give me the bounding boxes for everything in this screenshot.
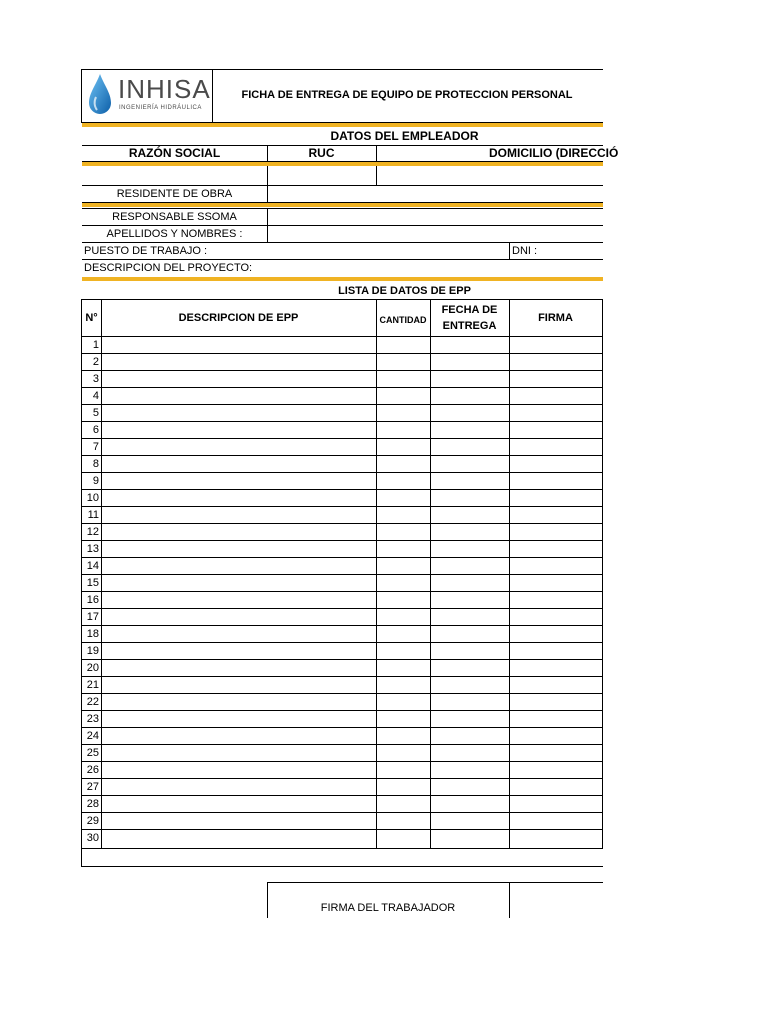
row-number: 23 xyxy=(86,713,99,725)
apellidos-label: APELLIDOS Y NOMBRES : xyxy=(106,228,243,240)
row-number: 1 xyxy=(92,339,99,351)
row-number: 30 xyxy=(86,832,99,844)
row-number: 19 xyxy=(86,645,99,657)
table-row[interactable] xyxy=(82,660,603,677)
row-number: 12 xyxy=(86,526,99,538)
table-row[interactable] xyxy=(82,626,603,643)
table-row[interactable] xyxy=(82,711,603,728)
row-number: 7 xyxy=(92,441,99,453)
table-row[interactable] xyxy=(82,813,603,830)
row-number: 15 xyxy=(86,577,99,589)
table-row[interactable] xyxy=(82,473,603,490)
razon-social-header: RAZÓN SOCIAL xyxy=(128,146,221,160)
responsable-input[interactable] xyxy=(268,209,603,225)
table-row[interactable] xyxy=(82,456,603,473)
table-row[interactable] xyxy=(82,490,603,507)
company-logo xyxy=(88,73,211,119)
row-number: 3 xyxy=(92,373,99,385)
row-number: 9 xyxy=(92,475,99,487)
col-fecha-header-line2: ENTREGA xyxy=(442,320,497,332)
logo-wordmark: INHISA xyxy=(118,74,211,104)
table-row[interactable] xyxy=(82,830,603,847)
epp-section-title: LISTA DE DATOS DE EPP xyxy=(338,285,471,297)
apellidos-input[interactable] xyxy=(268,226,603,242)
table-row[interactable] xyxy=(82,558,603,575)
row-number: 4 xyxy=(92,390,99,402)
worker-signature-label: FIRMA DEL TRABAJADOR xyxy=(320,902,456,914)
table-row[interactable] xyxy=(82,592,603,609)
table-row[interactable] xyxy=(82,609,603,626)
table-row[interactable] xyxy=(82,796,603,813)
descripcion-proyecto-label: DESCRIPCION DEL PROYECTO: xyxy=(84,262,253,274)
table-row[interactable] xyxy=(82,745,603,762)
residente-input[interactable] xyxy=(268,186,603,202)
row-number: 11 xyxy=(87,509,99,521)
table-row[interactable] xyxy=(82,779,603,796)
table-row[interactable] xyxy=(82,405,603,422)
row-number: 25 xyxy=(86,747,99,759)
logo-subtitle: INGENIERÍA HIDRÁULICA xyxy=(119,105,202,111)
row-number: 28 xyxy=(86,798,99,810)
table-row[interactable] xyxy=(82,541,603,558)
employer-section-title: DATOS DEL EMPLEADOR xyxy=(330,129,479,143)
table-row[interactable] xyxy=(82,388,603,405)
row-number: 2 xyxy=(92,356,99,368)
ruc-input[interactable] xyxy=(268,167,376,185)
table-row[interactable] xyxy=(82,762,603,779)
residente-label: RESIDENTE DE OBRA xyxy=(116,188,233,200)
puesto-input[interactable] xyxy=(200,243,508,259)
col-num-header: N° xyxy=(85,312,98,324)
puesto-label: PUESTO DE TRABAJO : xyxy=(84,245,208,257)
form-title: FICHA DE ENTREGA DE EQUIPO DE PROTECCION PERSONAL xyxy=(241,89,573,101)
table-row[interactable] xyxy=(82,337,603,354)
dni-label: DNI : xyxy=(512,245,538,257)
table-row[interactable] xyxy=(82,524,603,541)
row-number: 10 xyxy=(86,492,99,504)
row-number: 20 xyxy=(86,662,99,674)
row-number: 26 xyxy=(86,764,99,776)
table-row[interactable] xyxy=(82,422,603,439)
row-number: 16 xyxy=(86,594,99,606)
domicilio-header: DOMICILIO (DIRECCIÓ xyxy=(489,146,619,160)
row-number: 17 xyxy=(86,611,99,623)
dni-input[interactable] xyxy=(540,243,603,259)
table-row[interactable] xyxy=(82,728,603,745)
row-number: 6 xyxy=(92,424,99,436)
row-number: 5 xyxy=(92,407,99,419)
ruc-header: RUC xyxy=(308,146,335,160)
table-row[interactable] xyxy=(82,439,603,456)
row-number: 27 xyxy=(86,781,99,793)
table-row[interactable] xyxy=(82,354,603,371)
table-row[interactable] xyxy=(82,371,603,388)
col-descripcion-header: DESCRIPCION DE EPP xyxy=(178,312,299,324)
table-row[interactable] xyxy=(82,694,603,711)
table-row[interactable] xyxy=(82,677,603,694)
row-number: 8 xyxy=(92,458,99,470)
col-fecha-header-line1: FECHA DE xyxy=(441,304,498,316)
row-number: 24 xyxy=(86,730,99,742)
table-row[interactable] xyxy=(82,643,603,660)
row-number: 14 xyxy=(86,560,99,572)
domicilio-input[interactable] xyxy=(377,167,603,185)
table-row[interactable] xyxy=(82,575,603,592)
row-number: 22 xyxy=(86,696,99,708)
col-cantidad-header: CANTIDAD xyxy=(379,315,427,325)
responsable-label: RESPONSABLE SSOMA xyxy=(112,211,237,223)
row-number: 21 xyxy=(86,679,99,691)
table-row[interactable] xyxy=(82,507,603,524)
row-number: 13 xyxy=(86,543,99,555)
col-firma-header: FIRMA xyxy=(538,312,573,324)
razon-social-input[interactable] xyxy=(82,167,267,185)
descripcion-proyecto-input[interactable] xyxy=(240,260,603,276)
row-number: 18 xyxy=(86,628,99,640)
row-number: 29 xyxy=(86,815,99,827)
water-drop-icon xyxy=(88,73,112,117)
